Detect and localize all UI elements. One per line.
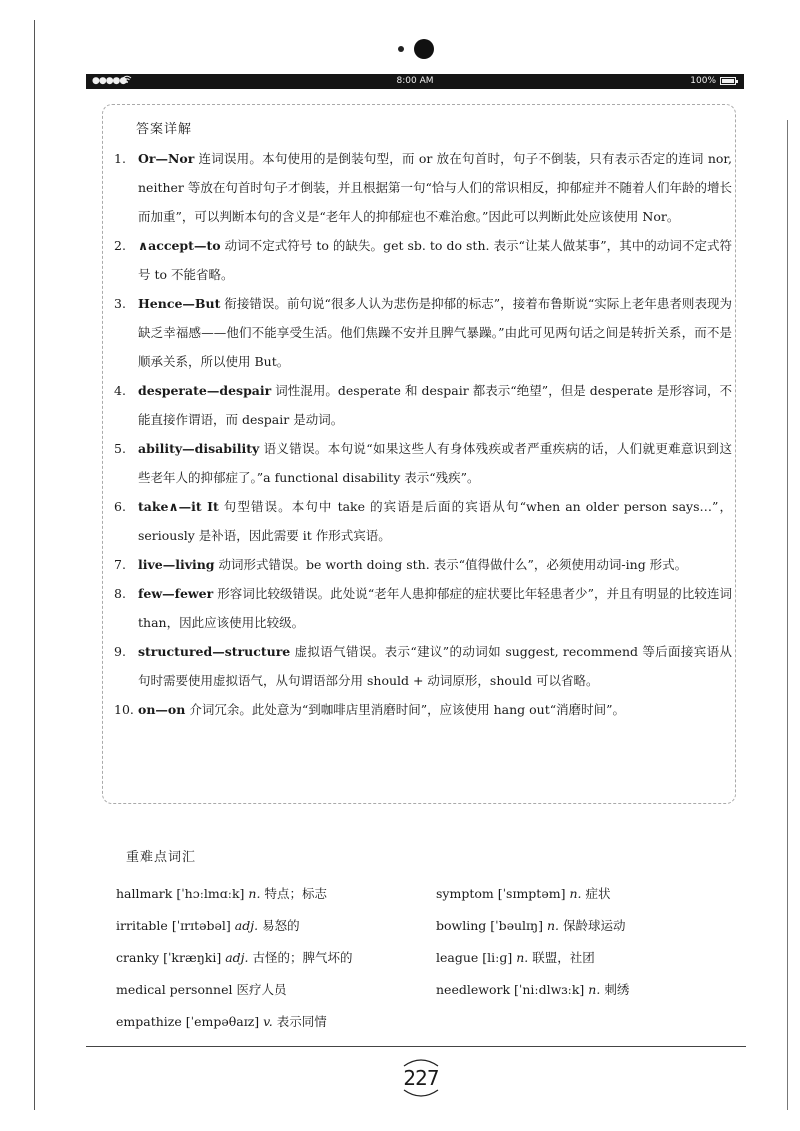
answer-number: 7. bbox=[114, 557, 126, 572]
vocab-pos: v. bbox=[263, 1014, 273, 1029]
vocab-word: irritable bbox=[116, 918, 168, 933]
vocab-word: symptom bbox=[436, 886, 494, 901]
vocab-meaning: 特点；标志 bbox=[264, 886, 327, 901]
answer-explanation: 形容词比较级错误。此处说“老年人患抑郁症的症状要比年轻患者少”，并且有明显的比较连词 than，因此应该使用比较级。 bbox=[138, 586, 732, 630]
status-time: 8:00 AM bbox=[396, 76, 434, 86]
answer-explanation: 虚拟语气错误。表示“建议”的动词如 suggest, recommend 等后面接宾语从句时需要使用虚拟语气，从句谓语部分用 should + 动词原形，should 可以省略。 bbox=[138, 644, 732, 688]
answer-item bbox=[114, 695, 732, 724]
vocab-word: cranky bbox=[116, 950, 160, 965]
answer-number: 4. bbox=[114, 383, 126, 398]
answer-key: Or—Nor bbox=[138, 151, 195, 166]
vocab-pos: n. bbox=[588, 982, 601, 997]
answer-key: structured—structure bbox=[138, 644, 291, 659]
answer-number: 9. bbox=[114, 644, 126, 659]
status-bar bbox=[86, 74, 744, 89]
answer-list bbox=[114, 144, 732, 724]
vocab-phonetic: [ˈniːdlwɜːk] bbox=[514, 982, 585, 997]
answer-heading: 答案详解 bbox=[136, 122, 193, 137]
page-margin-rule-right bbox=[787, 120, 788, 1110]
answer-key: take∧—it It bbox=[138, 499, 219, 514]
answer-item bbox=[114, 550, 732, 579]
answer-key: ability—disability bbox=[138, 441, 260, 456]
vocab-phonetic: [ˈɪrɪtəbəl] bbox=[171, 918, 231, 933]
bottom-rule bbox=[86, 1046, 746, 1047]
answer-number: 2. bbox=[114, 238, 126, 253]
answer-explanation: 语义错误。本句说“如果这些人有身体残疾或者严重疾病的话，人们就更难意识到这些老年人的抑郁症了。”a functional disability 表示“残疾”。 bbox=[138, 441, 732, 485]
vocab-meaning: 表示同情 bbox=[276, 1014, 327, 1029]
answer-item bbox=[114, 376, 732, 434]
vocab-pos: adj. bbox=[225, 950, 249, 965]
answer-key: live—living bbox=[138, 557, 215, 572]
answer-key: desperate—despair bbox=[138, 383, 272, 398]
page-number-badge bbox=[396, 1052, 446, 1102]
vocabulary-list-right bbox=[436, 878, 629, 1006]
battery-percentage: 100% bbox=[690, 76, 716, 86]
answer-number: 6. bbox=[114, 499, 126, 514]
answer-explanation: 连词误用。本句使用的是倒装句型，而 or 放在句首时，句子不倒装，只有表示否定的连词 nor, neither 等放在句首时句子才倒装，并且根据第一句“恰与人们的常识相反，抑郁症并不随着人们年龄的增长而加重”，可以判断本句的含义是“老年人的抑郁症也不难治愈。”因此可以判断此处应该使用 Nor。 bbox=[138, 151, 732, 224]
answer-item bbox=[114, 231, 732, 289]
page-margin-rule bbox=[34, 20, 35, 1110]
vocab-word: bowling bbox=[436, 918, 487, 933]
vocab-meaning: 联盟，社团 bbox=[532, 950, 595, 965]
vocab-meaning: 刺绣 bbox=[604, 982, 630, 997]
vocab-item bbox=[116, 942, 353, 974]
vocab-pos: adj. bbox=[234, 918, 259, 933]
answer-item bbox=[114, 434, 732, 492]
answer-key: on—on bbox=[138, 702, 186, 717]
vocab-pos: n. bbox=[248, 886, 261, 901]
answer-explanation: 句型错误。本句中 take 的宾语是后面的宾语从句“when an older person says…”，seriously 是补语，因此需要 it 作形式宾语。 bbox=[138, 499, 732, 543]
answer-explanation: 词性混用。desperate 和 despair 都表示“绝望”，但是 desperate 是形容词，不能直接作谓语，而 despair 是动词。 bbox=[138, 383, 732, 427]
vocab-meaning: 保龄球运动 bbox=[562, 918, 626, 933]
vocab-item bbox=[436, 878, 629, 910]
vocab-pos: n. bbox=[569, 886, 582, 901]
camera-dot bbox=[414, 39, 434, 59]
battery-icon bbox=[720, 77, 736, 85]
answer-item bbox=[114, 144, 732, 231]
vocab-word: needlework bbox=[436, 982, 511, 997]
vocab-phonetic: [ˈsɪmptəm] bbox=[497, 886, 566, 901]
answer-item bbox=[114, 637, 732, 695]
vocab-word: medical personnel bbox=[116, 982, 233, 997]
vocab-meaning: 易怒的 bbox=[262, 918, 300, 933]
sensor-dot bbox=[398, 46, 404, 52]
vocab-phonetic: [ˈhɔːlmɑːk] bbox=[176, 886, 245, 901]
vocab-item bbox=[116, 878, 353, 910]
answer-number: 1. bbox=[114, 151, 126, 166]
answer-item bbox=[114, 289, 732, 376]
vocab-item bbox=[116, 910, 353, 942]
answer-key: ∧accept—to bbox=[138, 238, 221, 253]
vocab-item bbox=[116, 974, 353, 1006]
answer-key: few—fewer bbox=[138, 586, 214, 601]
vocab-item bbox=[116, 1006, 353, 1038]
answer-explanation: 动词不定式符号 to 的缺失。get sb. to do sth. 表示“让某人做某事”，其中的动词不定式符号 to 不能省略。 bbox=[138, 238, 732, 282]
vocab-pos: n. bbox=[546, 918, 559, 933]
vocab-phonetic: [ˈkræŋki] bbox=[163, 950, 222, 965]
vocab-pos: n. bbox=[516, 950, 529, 965]
answer-number: 8. bbox=[114, 586, 126, 601]
answer-item bbox=[114, 492, 732, 550]
vocab-meaning: 症状 bbox=[585, 886, 611, 901]
vocab-item bbox=[436, 974, 629, 1006]
answer-key: Hence—But bbox=[138, 296, 221, 311]
vocab-phonetic: [ˈempəθaɪz] bbox=[185, 1014, 260, 1029]
vocabulary-heading: 重难点词汇 bbox=[126, 850, 197, 865]
answer-number: 5. bbox=[114, 441, 126, 456]
vocab-phonetic: [ˈbəulɪŋ] bbox=[490, 918, 543, 933]
vocab-phonetic: [liːɡ] bbox=[482, 950, 513, 965]
answer-item bbox=[114, 579, 732, 637]
answer-explanation: 衔接错误。前句说“很多人认为悲伤是抑郁的标志”，接着布鲁斯说“实际上老年患者则表现为缺乏幸福感——他们不能享受生活。他们焦躁不安并且脾气暴躁。”由此可见两句话之间是转折关系，而不是顺承关系，所以使用 But。 bbox=[138, 296, 732, 369]
vocabulary-list-left bbox=[116, 878, 353, 1038]
page-number: 227 bbox=[403, 1066, 439, 1090]
signal-strength-icon: ●●●●● bbox=[92, 76, 127, 86]
answer-number: 3. bbox=[114, 296, 126, 311]
vocab-meaning: 古怪的；脾气坏的 bbox=[252, 950, 353, 965]
vocab-item bbox=[436, 942, 629, 974]
vocab-item bbox=[436, 910, 629, 942]
vocab-meaning: 医疗人员 bbox=[236, 982, 287, 997]
answer-explanation: 动词形式错误。be worth doing sth. 表示“值得做什么”，必须使用动词-ing 形式。 bbox=[214, 557, 688, 572]
answer-number: 10. bbox=[114, 702, 134, 717]
answer-explanation: 介词冗余。此处意为“到咖啡店里消磨时间”，应该使用 hang out“消磨时间”。 bbox=[185, 702, 625, 717]
vocab-word: empathize bbox=[116, 1014, 182, 1029]
vocab-word: hallmark bbox=[116, 886, 173, 901]
vocab-word: league bbox=[436, 950, 479, 965]
